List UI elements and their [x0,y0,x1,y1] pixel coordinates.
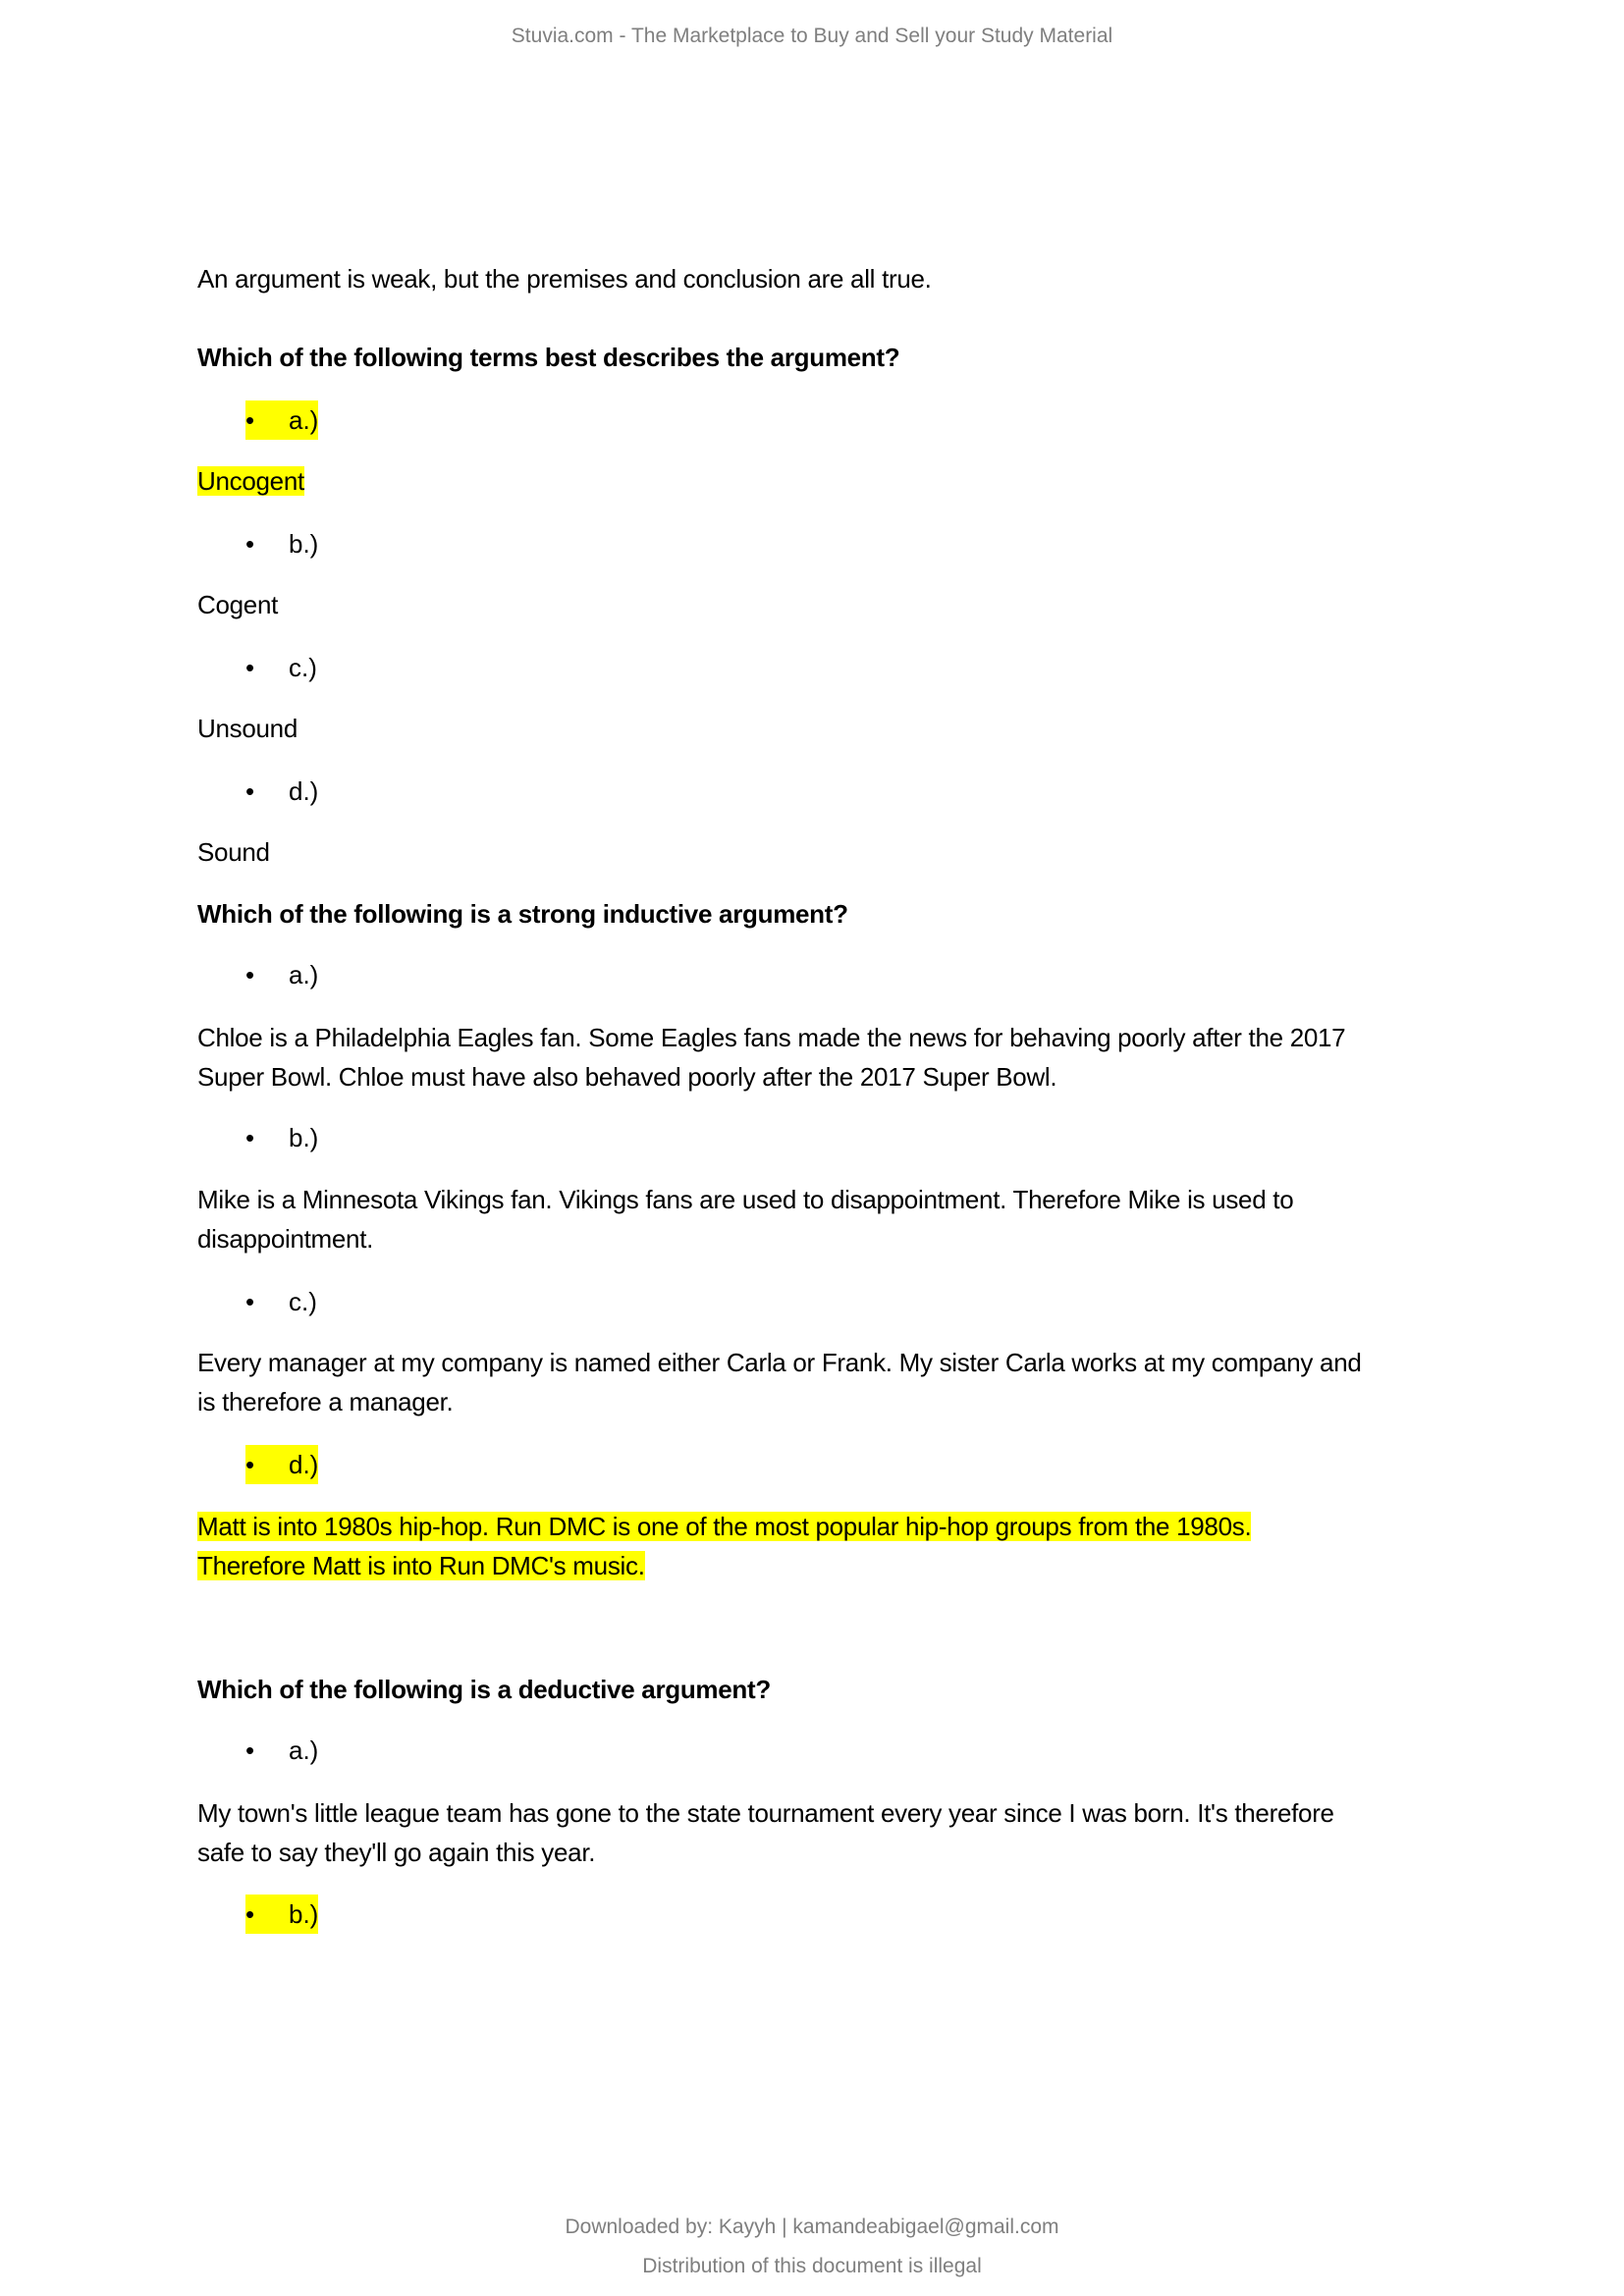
option-text: Chloe is a Philadelphia Eagles fan. Some Eagles fans made the news for behaving poorly after the 2017 Super Bowl. Chloe must have also behaved poorly after the 2017 Super Bowl. [197,1023,1346,1092]
option-text: Mike is a Minnesota Vikings fan. Vikings fans are used to disappointment. Therefore Mike is used to disappointment. [197,1185,1294,1254]
option-text: Unsound [197,714,298,743]
footer-notice: Distribution of this document is illegal [642,2255,982,2277]
intro-text: An argument is weak, but the premises and conclusion are all true. [197,264,932,294]
option-label: a.) [289,960,319,989]
option-bullet: • b.) [245,529,319,559]
option-text: Uncogent [197,466,304,496]
option-bullet: • d.) [245,1445,318,1484]
option-label: b.) [289,1899,319,1929]
option-label: b.) [289,1123,319,1152]
option-label: a.) [289,405,319,435]
option-text: Every manager at my company is named either Carla or Frank. My sister Carla works at my company and is therefore a manager. [197,1348,1362,1416]
option-label: a.) [289,1735,319,1765]
option-label: c.) [289,653,317,682]
option-text: Cogent [197,590,279,619]
option-bullet: • a.) [245,960,319,989]
option-bullet: • a.) [245,400,318,440]
option-label: d.) [289,1450,319,1479]
option-text: My town's little league team has gone to the state tournament every year since I was born. It's therefore safe to say they'll go again this year. [197,1798,1334,1867]
option-bullet: • b.) [245,1895,318,1934]
page-header: Stuvia.com - The Marketplace to Buy and Sell your Study Material [511,25,1113,47]
question-2: Which of the following is a strong inductive argument? [197,899,848,929]
option-label: b.) [289,529,319,559]
question-3: Which of the following is a deductive argument? [197,1675,771,1704]
option-bullet: • b.) [245,1123,319,1152]
option-label: d.) [289,776,319,806]
footer-downloaded: Downloaded by: Kayyh | kamandeabigael@gmail.com [565,2216,1059,2238]
question-1: Which of the following terms best describes the argument? [197,343,900,372]
option-text: Sound [197,837,270,867]
option-text: Matt is into 1980s hip-hop. Run DMC is one of the most popular hip-hop groups from the 1980s. Therefore Matt is into Run DMC's music. [197,1512,1252,1580]
option-bullet: • a.) [245,1735,319,1765]
option-bullet: • c.) [245,653,317,682]
option-label: c.) [289,1287,317,1316]
option-bullet: • d.) [245,776,319,806]
option-bullet: • c.) [245,1287,317,1316]
